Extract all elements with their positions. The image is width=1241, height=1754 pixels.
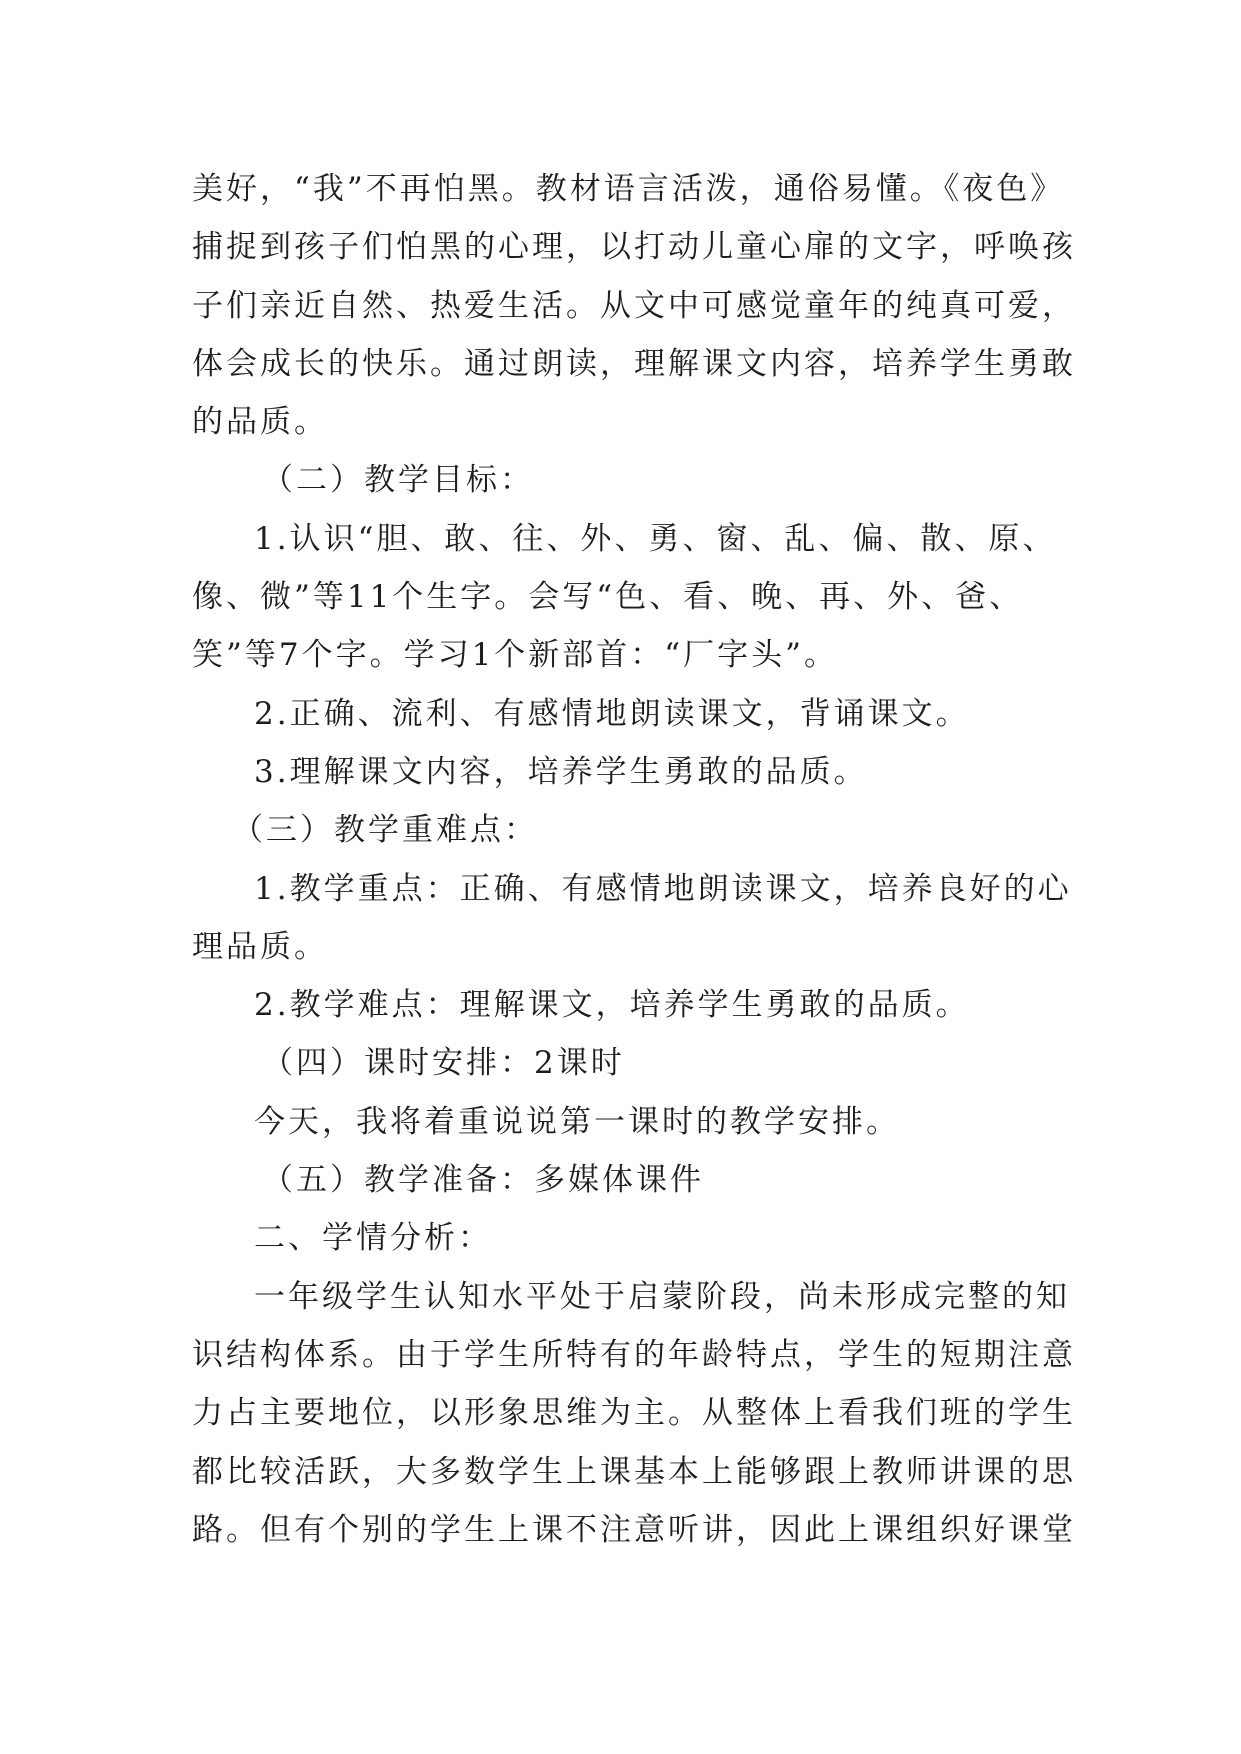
section-heading: （三）教学重难点： bbox=[232, 812, 538, 849]
list-item: 1.教学重点：正确、有感情地朗读课文，培养良好的心 bbox=[254, 870, 1072, 907]
text-line: 捕捉到孩子们怕黑的心理，以打动儿童心扉的文字，呼唤孩 bbox=[192, 229, 1076, 266]
text-line: 今天，我将着重说说第一课时的教学安排。 bbox=[254, 1103, 900, 1140]
text-line: 笑”等7个字。学习1个新部首：“厂字头”。 bbox=[192, 637, 838, 674]
text-line: 识结构体系。由于学生所特有的年龄特点，学生的短期注意 bbox=[192, 1336, 1076, 1373]
document-body bbox=[192, 160, 1076, 1559]
section-heading: （二）教学目标： bbox=[262, 462, 534, 499]
list-item: 2.教学难点：理解课文，培养学生勇敢的品质。 bbox=[254, 987, 970, 1024]
list-item: 2.正确、流利、有感情地朗读课文，背诵课文。 bbox=[254, 695, 970, 732]
text-line: 子们亲近自然、热爱生活。从文中可感觉童年的纯真可爱， bbox=[192, 287, 1076, 324]
text-line: 美好，“我”不再怕黑。教材语言活泼，通俗易懂。《夜色》 bbox=[192, 171, 1065, 207]
text-line: 力占主要地位，以形象思维为主。从整体上看我们班的学生 bbox=[192, 1395, 1076, 1432]
text-line: 路。但有个别的学生上课不注意听讲，因此上课组织好课堂 bbox=[192, 1511, 1076, 1548]
list-item: 3.理解课文内容，培养学生勇敢的品质。 bbox=[254, 753, 868, 790]
text-line: 理品质。 bbox=[192, 928, 328, 965]
section-heading: （四）课时安排：2课时 bbox=[262, 1045, 625, 1082]
section-heading: （五）教学准备：多媒体课件 bbox=[262, 1162, 704, 1199]
text-line: 体会成长的快乐。通过朗读，理解课文内容，培养学生勇敢 bbox=[192, 345, 1076, 382]
section-heading: 二、学情分析： bbox=[254, 1220, 492, 1257]
text-line: 的品质。 bbox=[192, 404, 328, 441]
list-item: 1.认识“胆、敢、往、外、勇、窗、乱、偏、散、原、 bbox=[254, 520, 1057, 557]
paragraph-start: 一年级学生认知水平处于启蒙阶段，尚未形成完整的知 bbox=[254, 1278, 1070, 1315]
text-line: 像、微”等11个生字。会写“色、看、晚、再、外、爸、 bbox=[192, 579, 1024, 616]
text-line: 都比较活跃，大多数学生上课基本上能够跟上教师讲课的思 bbox=[192, 1453, 1076, 1490]
